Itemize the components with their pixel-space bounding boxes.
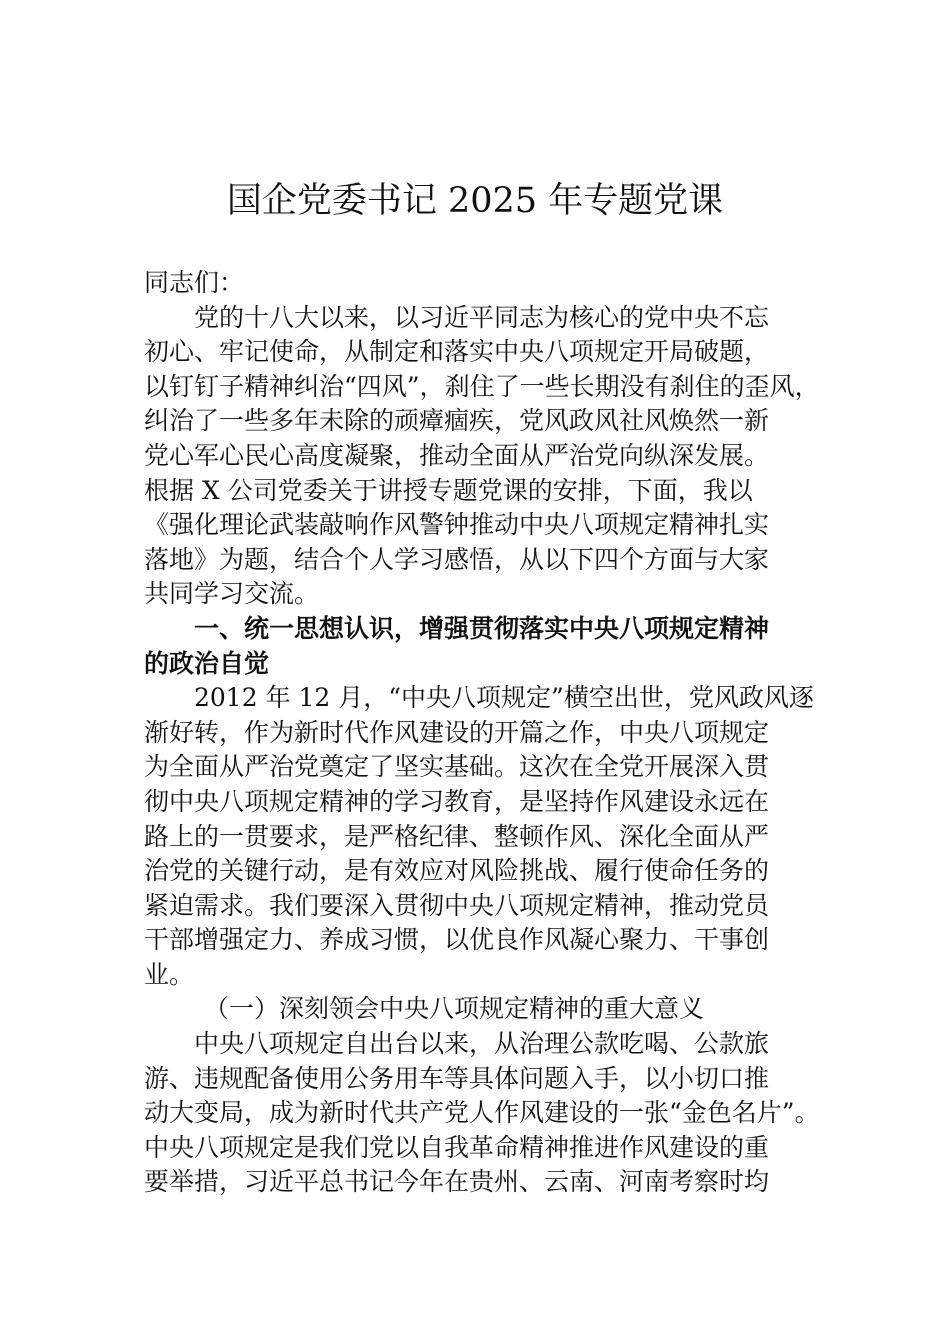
text-line: 根据 X 公司党委关于讲授专题党课的安排，下面，我以	[144, 475, 753, 505]
text-line: 中央八项规定自出台以来，从治理公款吃喝、公款旅	[194, 1029, 770, 1059]
text-line: 治党的关键行动，是有效应对风险挑战、履行使命任务的	[144, 856, 770, 886]
text-line: 动大变局，成为新时代共产党人作风建设的一张“金色名片”。	[144, 1098, 820, 1128]
text-line: 彻中央八项规定精神的学习教育，是坚持作风建设永远在	[144, 786, 770, 816]
document-title: 国企党委书记 2025 年专题党课	[226, 181, 724, 221]
text-line: 干部增强定力、养成习惯，以优良作风凝心聚力、干事创	[144, 925, 770, 955]
text-line: 渐好转，作为新时代作风建设的开篇之作，中央八项规定	[144, 717, 770, 747]
text-line: 党心军心民心高度凝聚，推动全面从严治党向纵深发展。	[144, 440, 770, 470]
text-line: 党的十八大以来，以习近平同志为核心的党中央不忘	[194, 302, 770, 332]
text-line: 初心、牢记使命，从制定和落实中央八项规定开局破题，	[144, 337, 770, 367]
text-line: 同志们：	[144, 268, 245, 297]
text-line: 以钉钉子精神纠治“四风”，刹住了一些长期没有刹住的歪风，	[144, 371, 820, 401]
text-line: 业。	[144, 959, 195, 989]
text-line: 2012 年 12 月，“中央八项规定”横空出世，党风政风逐	[194, 683, 814, 713]
text-line: 纠治了一些多年未除的顽瘴痼疾，党风政风社风焕然一新	[144, 406, 770, 436]
section-heading: 一、统一思想认识，增强贯彻落实中央八项规定精神	[194, 613, 770, 643]
text-line: 要举措，习近平总书记今年在贵州、云南、河南考察时均	[144, 1167, 770, 1197]
subsection-heading: （一）深刻领会中央八项规定精神的重大意义	[204, 994, 705, 1024]
text-line: 中央八项规定是我们党以自我革命精神推进作风建设的重	[144, 1132, 770, 1162]
text-line: 共同学习交流。	[144, 579, 320, 609]
text-line: 《强化理论武装敲响作风警钟推动中央八项规定精神扎实	[144, 510, 770, 540]
text-line: 落地》为题，结合个人学习感悟，从以下四个方面与大家	[144, 544, 770, 574]
text-line: 为全面从严治党奠定了坚实基础。这次在全党开展深入贯	[144, 752, 770, 782]
document-body	[144, 266, 820, 1200]
text-line: 游、违规配备使用公务用车等具体问题入手，以小切口推	[144, 1063, 770, 1093]
text-line: 紧迫需求。我们要深入贯彻中央八项规定精神，推动党员	[144, 890, 770, 920]
text-line: 路上的一贯要求，是严格纪律、整顿作风、深化全面从严	[144, 821, 770, 851]
section-heading: 的政治自觉	[144, 648, 270, 678]
